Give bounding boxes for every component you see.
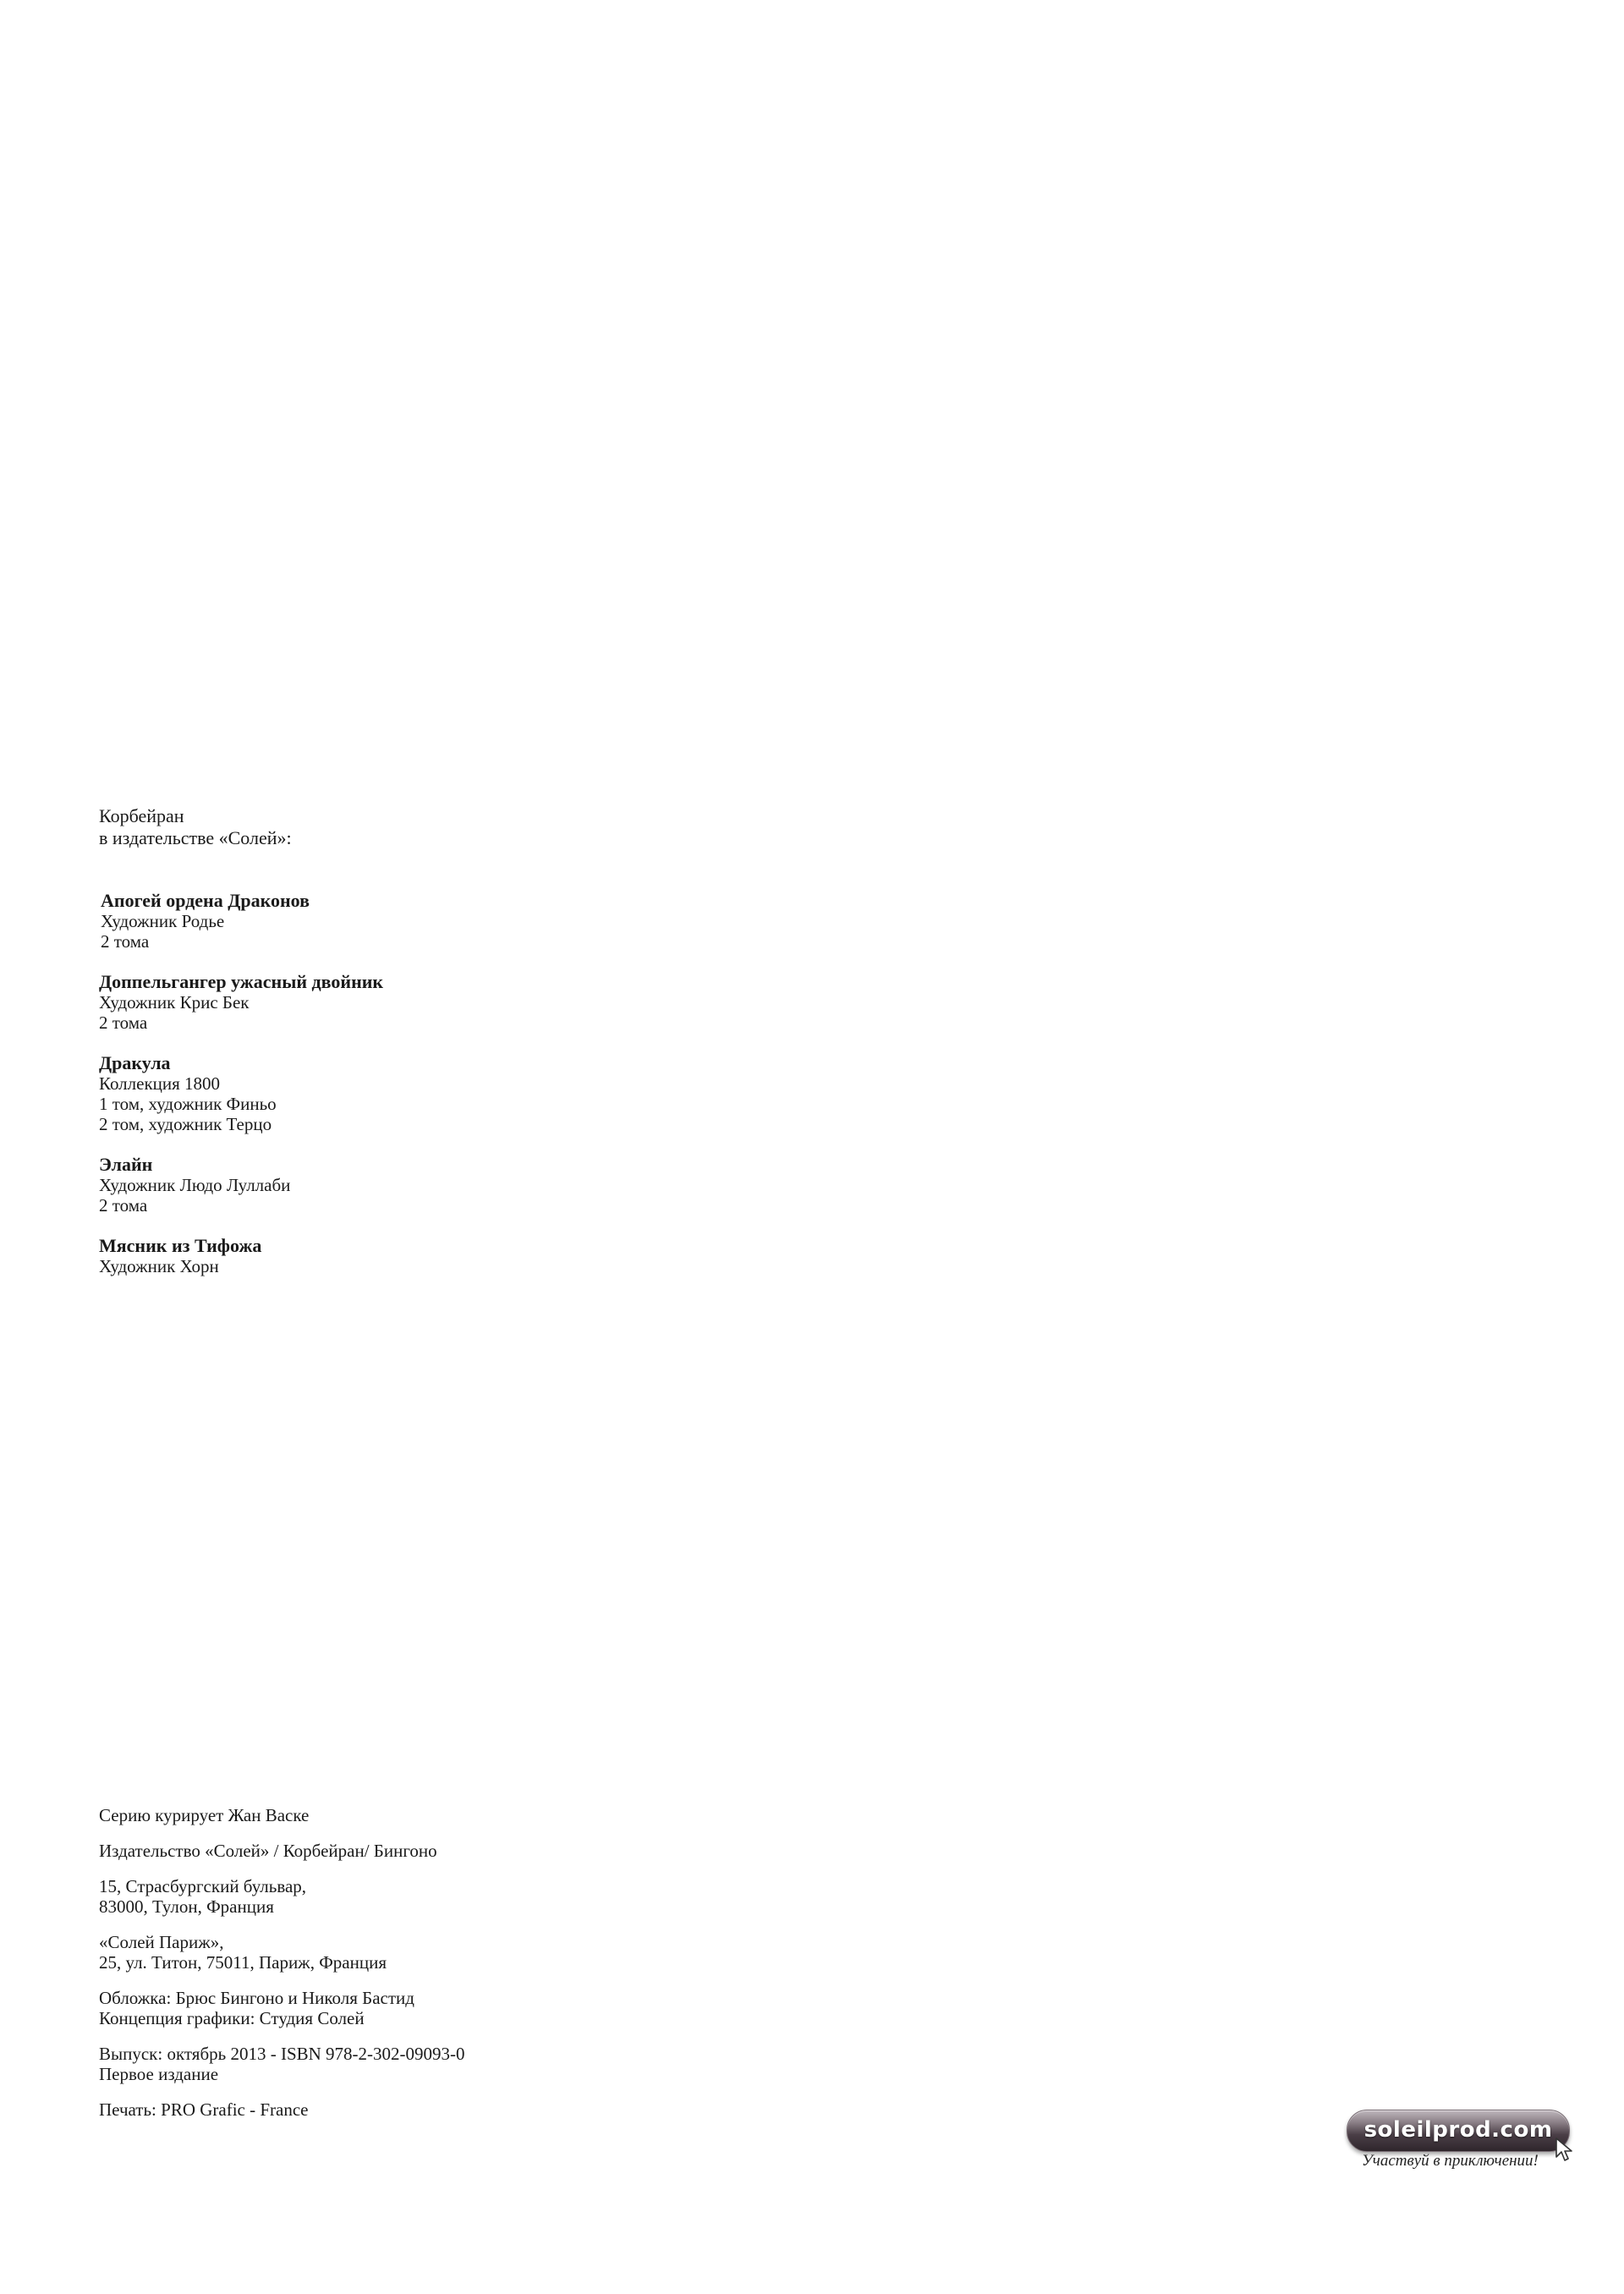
- credit-line: Издательство «Солей» / Корбейран/ Бингоно: [99, 1841, 437, 1861]
- book-detail: 1 том, художник Финьо: [99, 1094, 277, 1114]
- cursor-arrow-icon: [1555, 2137, 1575, 2162]
- credit-line: Концепция графики: Студия Солей: [99, 2008, 365, 2028]
- book-title: Элайн: [99, 1154, 153, 1175]
- book-detail: 2 тома: [101, 931, 150, 952]
- credit-address-toulon: [99, 1876, 776, 1917]
- credit-release: [99, 2044, 776, 2084]
- credit-line: Выпуск: октябрь 2013 - ISBN 978-2-302-09093-0: [99, 2044, 465, 2064]
- book-detail: 2 тома: [99, 1013, 148, 1033]
- credit-line: «Солей Париж»,: [99, 1932, 224, 1952]
- book-detail: Художник Крис Бек: [99, 992, 250, 1013]
- book-list: [99, 890, 691, 1296]
- credit-address-paris: [99, 1932, 776, 1973]
- book-entry: [99, 890, 691, 952]
- book-detail: 2 тома: [99, 1195, 148, 1216]
- book-entry: [99, 1154, 691, 1216]
- credit-publisher: [99, 1841, 776, 1861]
- imprint-credits: [99, 1805, 776, 2135]
- credit-line: 83000, Тулон, Франция: [99, 1896, 274, 1917]
- book-entry: [99, 1235, 691, 1276]
- author-name: Корбейран: [99, 805, 184, 826]
- credit-line: 25, ул. Титон, 75011, Париж, Франция: [99, 1952, 387, 1973]
- book-detail: Художник Родье: [101, 911, 225, 931]
- logo-button[interactable]: [1347, 2110, 1570, 2152]
- intro-block: [99, 805, 292, 849]
- credit-curator: [99, 1805, 776, 1825]
- soleilprod-logo[interactable]: [1343, 2106, 1580, 2174]
- book-title: Апогей ордена Драконов: [101, 890, 310, 911]
- credit-line: Серию курирует Жан Васке: [99, 1805, 310, 1825]
- book-detail: 2 том, художник Терцо: [99, 1114, 272, 1134]
- credit-printing: [99, 2099, 776, 2120]
- book-detail: Художник Людо Луллаби: [99, 1175, 291, 1195]
- book-entry: [99, 971, 691, 1033]
- book-title: Дракула: [99, 1052, 171, 1073]
- book-entry: [99, 1052, 691, 1134]
- book-title: Мясник из Тифожа: [99, 1235, 262, 1256]
- publisher-line: в издательстве «Солей»:: [99, 827, 292, 848]
- credit-line: Печать: PRO Grafic - France: [99, 2099, 309, 2120]
- book-detail: Коллекция 1800: [99, 1073, 221, 1094]
- credit-line: 15, Страсбургский бульвар,: [99, 1876, 307, 1896]
- credit-line: Обложка: Брюс Бингоно и Николя Бастид: [99, 1988, 414, 2008]
- book-detail: Художник Хорн: [99, 1256, 219, 1276]
- logo-tagline: Участвуй в приключении!: [1362, 2152, 1539, 2170]
- book-title: Доппельгангер ужасный двойник: [99, 971, 384, 992]
- credit-line: Первое издание: [99, 2064, 219, 2084]
- credit-cover: [99, 1988, 776, 2028]
- logo-text: soleilprod.com: [1363, 2117, 1553, 2143]
